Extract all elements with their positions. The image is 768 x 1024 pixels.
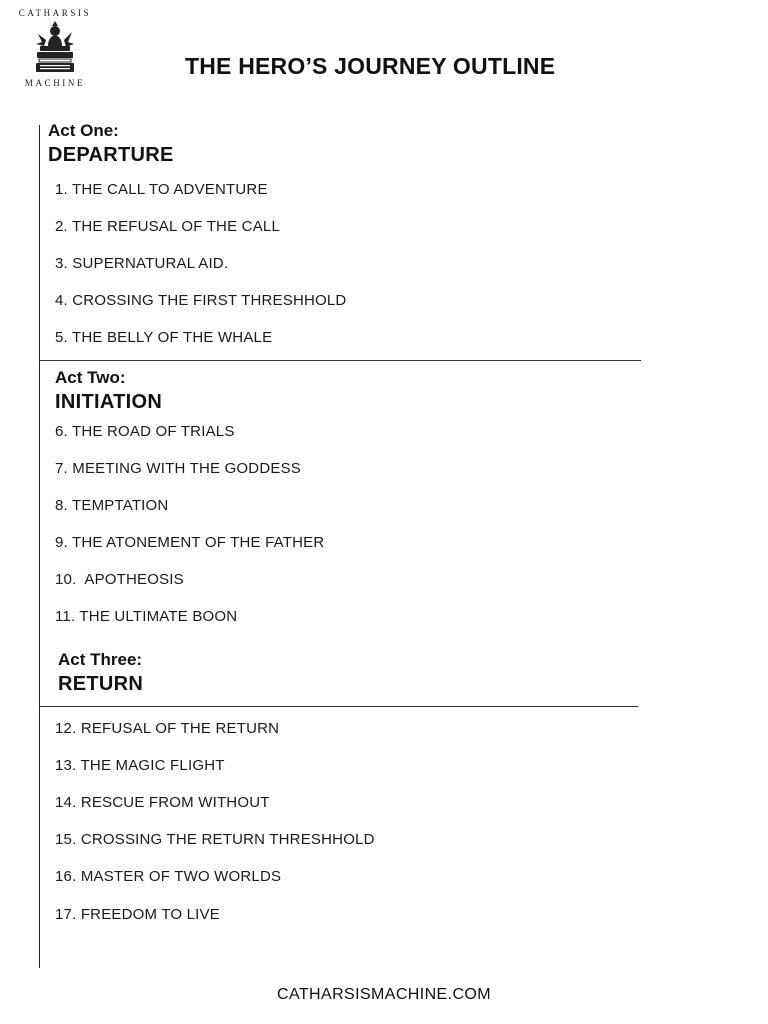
stage-item: 6. THE ROAD OF TRIALS [55, 423, 235, 440]
section-divider [39, 706, 638, 707]
stage-item: 16. MASTER OF TWO WORLDS [55, 868, 282, 885]
vertical-rule [39, 125, 40, 968]
stage-item: 13. THE MAGIC FLIGHT [55, 757, 225, 774]
act-three-label: Act Three: [58, 650, 143, 669]
act-three-name: RETURN [58, 673, 144, 695]
stage-item: 10. APOTHEOSIS [55, 571, 184, 588]
brand-logo [14, 8, 96, 88]
stage-item: 17. FREEDOM TO LIVE [55, 906, 220, 923]
section-divider [39, 360, 641, 361]
page-title: THE HERO’S JOURNEY OUTLINE [185, 53, 556, 79]
act-one-name: DEPARTURE [48, 144, 174, 166]
stage-item: 5. THE BELLY OF THE WHALE [55, 329, 273, 346]
act-one-label: Act One: [48, 121, 119, 140]
stage-item: 12. REFUSAL OF THE RETURN [55, 720, 280, 737]
stage-item: 7. MEETING WITH THE GODDESS [55, 460, 301, 477]
stage-item: 1. THE CALL TO ADVENTURE [55, 181, 268, 198]
stage-item: 9. THE ATONEMENT OF THE FATHER [55, 534, 325, 551]
stage-item: 15. CROSSING THE RETURN THRESHHOLD [55, 831, 375, 848]
stage-item: 8. TEMPTATION [55, 497, 169, 514]
logo-bottom-text: MACHINE [24, 78, 86, 88]
logo-top-text: CATHARSIS [18, 8, 92, 18]
typewriter-icon [32, 20, 78, 76]
stage-item: 4. CROSSING THE FIRST THRESHHOLD [55, 292, 347, 309]
act-two-label: Act Two: [55, 368, 126, 387]
stage-item: 11. THE ULTIMATE BOON [55, 608, 238, 625]
stage-item: 2. THE REFUSAL OF THE CALL [55, 218, 280, 235]
act-two-name: INITIATION [55, 391, 163, 413]
stage-item: 14. RESCUE FROM WITHOUT [55, 794, 270, 811]
footer-url: CATHARSISMACHINE.COM [277, 986, 491, 1003]
stage-item: 3. SUPERNATURAL AID. [55, 255, 229, 272]
